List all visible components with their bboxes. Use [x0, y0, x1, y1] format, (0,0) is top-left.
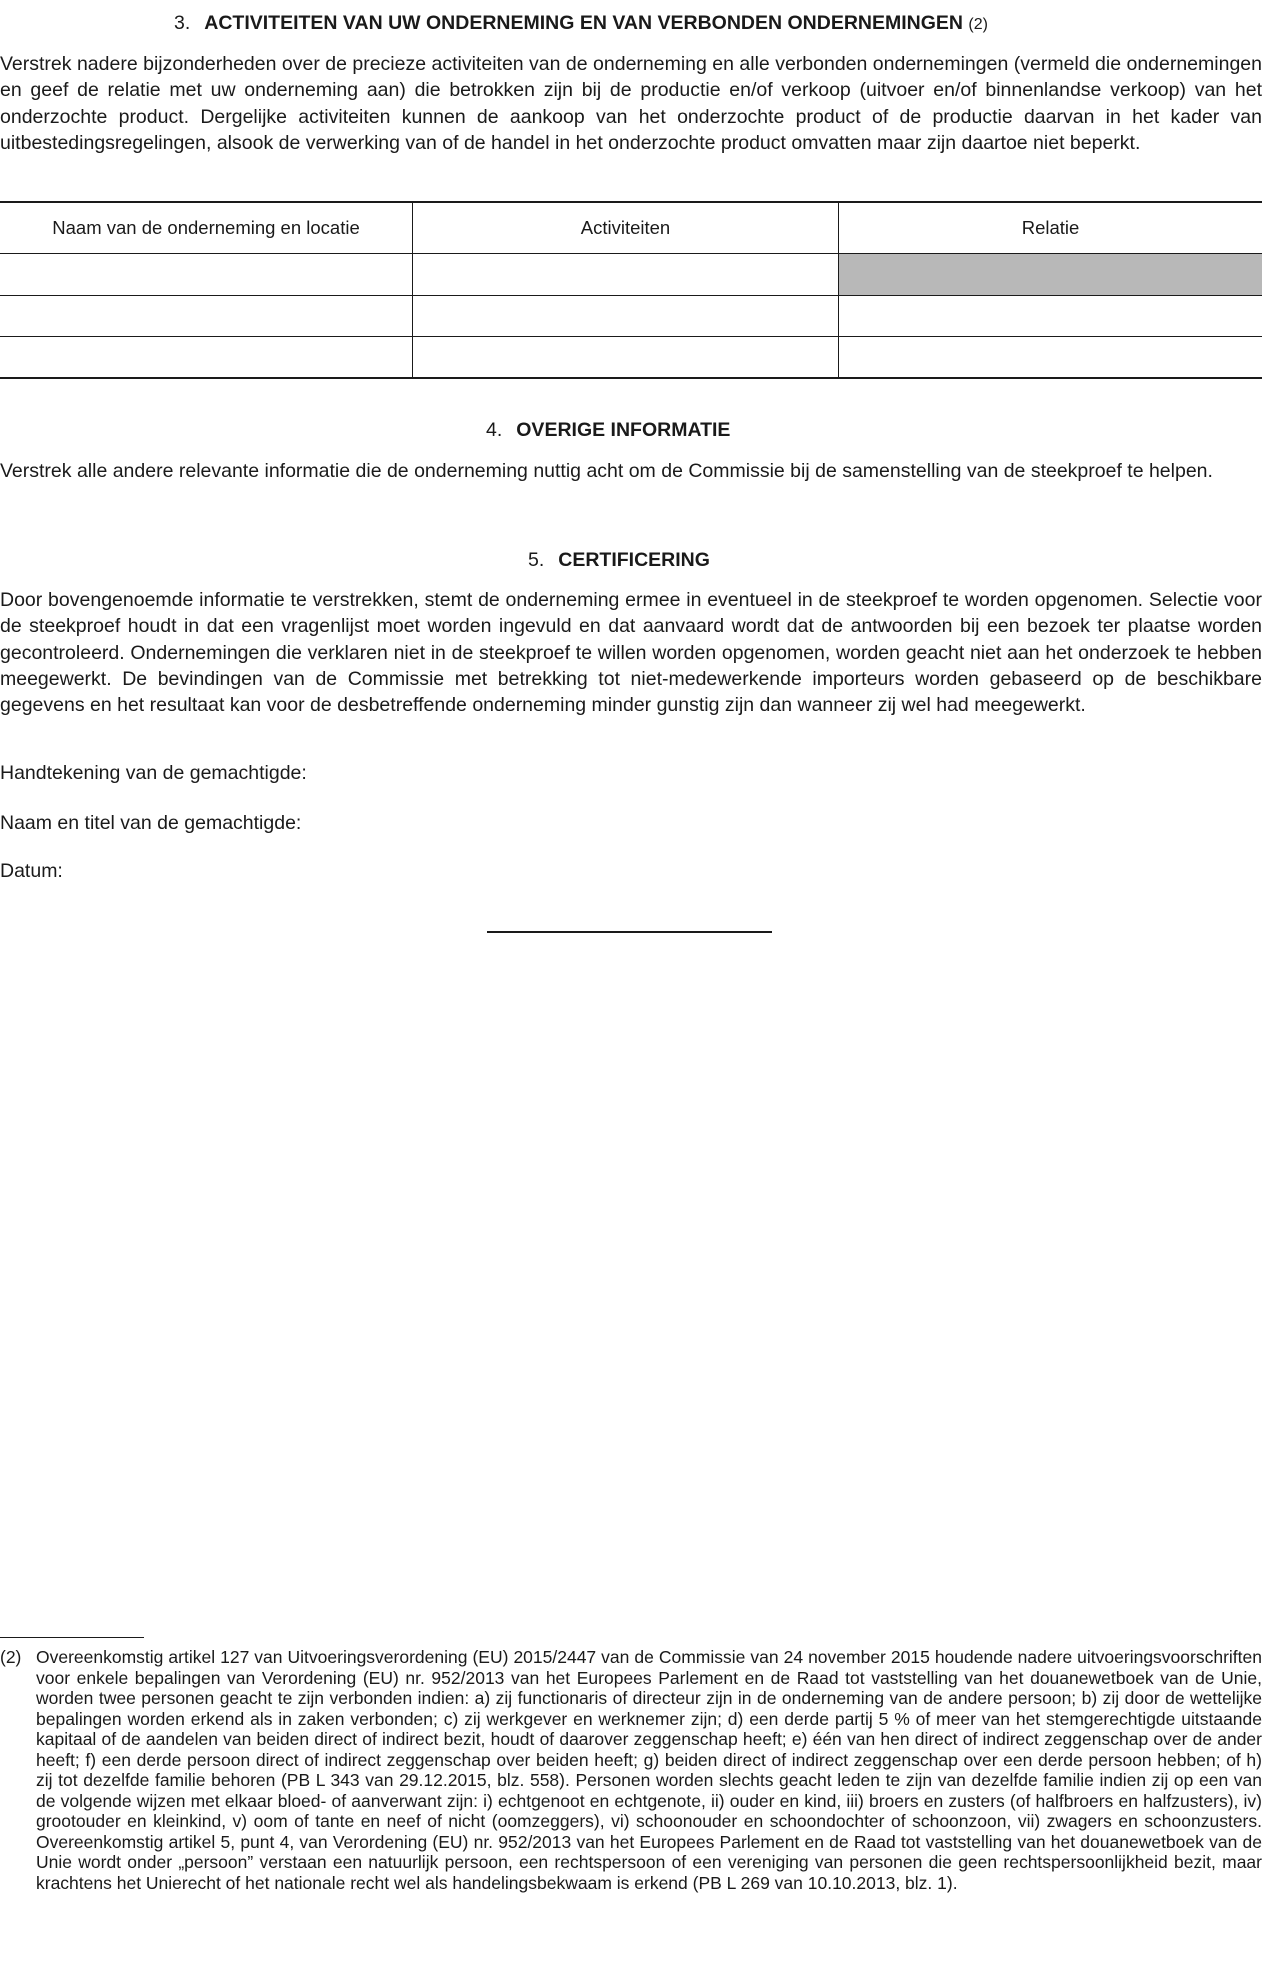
footnote-separator	[0, 1637, 144, 1638]
table-cell-relation[interactable]	[839, 337, 1262, 377]
table-cell-company[interactable]	[0, 337, 412, 377]
table-cell-company[interactable]	[0, 254, 412, 295]
table-cell-activities[interactable]	[413, 254, 838, 295]
section-5-heading	[528, 547, 710, 573]
table-cell-relation-shaded	[839, 254, 1262, 295]
section-5-body: Door bovengenoemde informatie te verstrekken, stemt de onderneming ermee in eventueel in de steekproef te worden opgenomen. Selectie voor de steekproef houdt in dat een vragenlijst moet worden ingevuld en dat aanvaard wordt dat de antwoorden bij een bezoek ter plaatse worden gecontroleerd. Ondernemingen die verklaren niet in de steekproef te willen worden opgenomen, worden geacht niet aan het onderzoek te hebben meegewerkt. De bevindingen van de Commissie met betrekking tot niet-medewerkende importeurs worden gebaseerd op de beschikbare gegevens en het resultaat kan voor de desbetreffende onderneming minder gunstig zijn dan wanneer zij wel had meegewerkt.	[0, 589, 1262, 717]
table-cell-company[interactable]	[0, 296, 412, 336]
footnote-mark: (2)	[0, 1647, 22, 1667]
table-cell-activities[interactable]	[413, 296, 838, 336]
footnote	[0, 1647, 1262, 1893]
table-bottom-border	[0, 377, 1262, 379]
section-3-body: Verstrek nadere bijzonderheden over de precieze activiteiten van de onderneming en alle verbonden ondernemingen (vermeld die ondernemingen en geef de relatie met uw onderneming aan) die betrokken zijn bij de productie en/of verkoop (uitvoer en/of binnenlandse verkoop) van het onderzochte product. Dergelijke activiteiten kunnen de aankoop van het onderzochte product of de productie daarvan in het kader van uitbestedingsregelingen, alsook de verwerking van of de handel in het onderzochte product omvatten maar zijn daartoe niet beperkt.	[0, 53, 1262, 154]
column-header-relation: Relatie	[1021, 217, 1080, 238]
section-4-title: OVERIGE INFORMATIE	[516, 419, 731, 441]
signature-label: Handtekening van de gemachtigde:	[0, 762, 307, 784]
section-3-heading	[174, 10, 988, 38]
footnote-reference[interactable]: (2)	[968, 16, 988, 33]
section-5-number: 5.	[528, 549, 545, 571]
table-cell-activities[interactable]	[413, 337, 838, 377]
section-4-heading	[486, 417, 730, 443]
table-cell-relation[interactable]	[839, 296, 1262, 336]
name-title-label: Naam en titel van de gemachtigde:	[0, 812, 302, 834]
end-of-text-rule	[487, 931, 772, 933]
section-4-number: 4.	[486, 419, 503, 441]
section-4-body: Verstrek alle andere relevante informatie die de onderneming nuttig acht om de Commissie bij de samenstelling van de steekproef te helpen.	[0, 460, 1213, 482]
date-label: Datum:	[0, 860, 63, 882]
section-3-number: 3.	[174, 12, 191, 34]
column-header-company: Naam van de onderneming en locatie	[52, 217, 360, 238]
section-5-title: CERTIFICERING	[558, 549, 710, 571]
footnote-text: Overeenkomstig artikel 127 van Uitvoeringsverordening (EU) 2015/2447 van de Commissie van 24 november 2015 houdende nadere uitvoeringsvoorschriften voor enkele bepalingen van Verordening (EU) nr. 952/2013 van het Europees Parlement en de Raad tot vaststelling van het douanewetboek van de Unie, worden twee personen geacht te zijn verbonden indien: a) zij functionaris of directeur zijn in de onderneming van de andere persoon; b) zij door de wettelijke bepalingen worden erkend als in zaken verbonden; c) zij werkgever en werknemer zijn; d) een derde partij 5 % of meer van het stemgerechtigde uitstaande kapitaal of de aandelen van beiden direct of indirect bezit, houdt of daarover zeggenschap heeft; e) één van hen direct of indirect zeggenschap over de ander heeft; f) een derde persoon direct of indirect zeggenschap over beiden heeft; g) beiden direct of indirect zeggenschap over een derde persoon hebben; of h) zij tot dezelfde familie behoren (PB L 343 van 29.12.2015, blz. 558). Personen worden slechts geacht leden te zijn van dezelfde familie indien zij op een van de volgende wijzen met elkaar bloed- of aanverwant zijn: i) echtgenoot en echtgenote, ii) ouder en kind, iii) broers en zusters (of halfbroers en halfzusters), iv) grootouder en kleinkind, v) oom of tante en neef of nicht (oomzeggers), vi) schoonouder en schoondochter of schoonzoon, vii) zwagers en schoonzusters. Overeenkomstig artikel 5, punt 4, van Verordening (EU) nr. 952/2013 van het Europees Parlement en de Raad tot vaststelling van het douanewetboek van de Unie wordt onder „persoon” verstaan een natuurlijk persoon, een rechtspersoon of een vereniging van personen die geen rechtspersoonlijkheid bezit, maar krachtens het Unierecht of het nationale recht wel als handelingsbekwaam is erkend (PB L 269 van 10.10.2013, blz. 1).	[36, 1647, 1262, 1893]
column-header-activities: Activiteiten	[580, 217, 671, 238]
section-3-title: ACTIVITEITEN VAN UW ONDERNEMING EN VAN VERBONDEN ONDERNEMINGEN	[204, 12, 963, 34]
